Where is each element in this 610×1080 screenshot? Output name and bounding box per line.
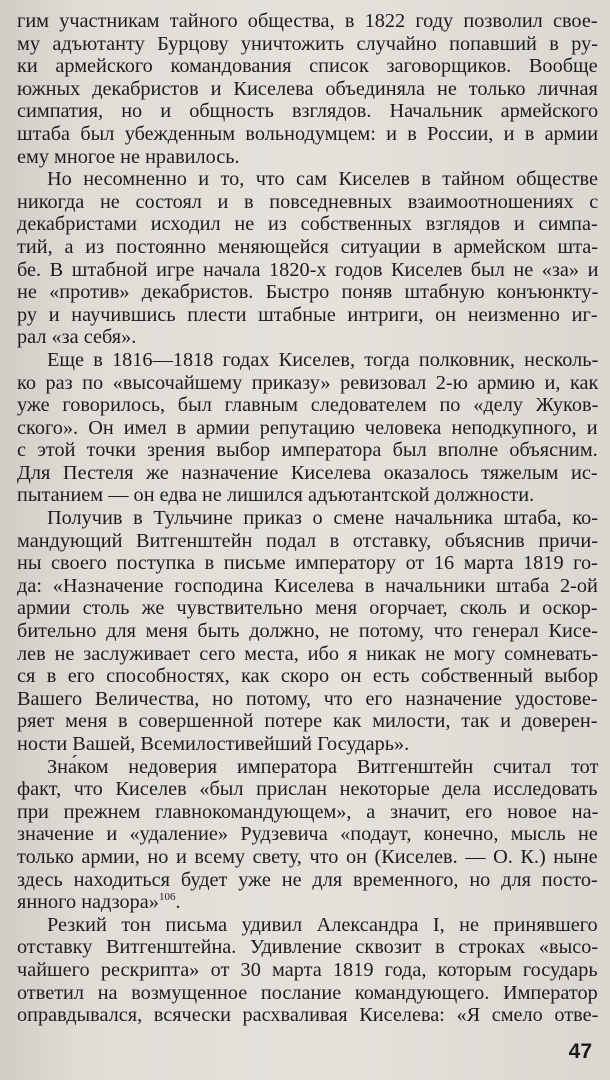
paragraph-2 [17,168,598,349]
paragraph-5 [17,756,598,914]
text-line: ся в его способностях, как скоро он есть собственный выбор [17,665,599,688]
text-line: ко раз по «высочайшему приказу» ревизовал 2-ю армию и, как [17,371,599,394]
text-line: ны своего поступка в письме императору от 16 марта 1819 го- [17,552,598,575]
text-line: да: «Назначение господина Киселева в начальники штаба 2-ой [17,574,598,597]
text-line: ности Вашей, Всемилостивейший Государь». [17,733,410,755]
text-line: Получив в Тульчине приказ о смене начальника штаба, ко- [47,507,599,530]
text-line: ряет меня в совершенной потере как милости, так и доверен- [17,710,598,733]
text-line: Но несомненно и то, что сам Киселев в тайном обществе [47,168,598,191]
text-line: Для Пестеля же назначение Киселева оказалось тяжелым ис- [17,461,598,484]
text-line: ру и научившись плести штабные интриги, он неизменно иг- [17,303,598,326]
paragraph-4 [17,507,598,756]
text-line: бительно для меня быть должно, не потому, что генерал Кисе- [17,620,598,643]
text-line: рал «за себя». [17,326,137,349]
text-line: му адъютанту Бурцову уничтожить случайно попавший в ру- [17,32,598,55]
text-line: при прежнем главнокомандующем», а значит, его новое на- [17,800,599,823]
text-line: Зна́ком недоверия императора Витгенштейн считал тот [47,755,599,778]
text-line: не «против» декабристов. Быстро поняв штабную конъюнкту- [17,281,599,304]
text-line: ему многое не нравилось. [17,145,240,168]
text-line-content: янного надзора» [17,891,159,914]
page-number: 47 [568,1040,592,1063]
paragraph-1 [17,10,598,168]
text-line: Вашего Величества, но потому, что его назначение удостове- [17,687,598,710]
footnote-reference[interactable]: 106 [158,891,176,904]
text-line: значение и «удаление» Рудзевича «подаут, конечно, мысль не [17,823,598,846]
paragraph-6 [17,914,598,1027]
text-line: ответил на возмущенное послание командующего. Император [17,981,598,1004]
text-line [17,891,598,914]
text-line: тий, а из постоянно меняющейся ситуации в армейском шта- [17,235,598,258]
text-line: лев не заслуживает сего места, ибо я никак не могу сомневать- [17,642,599,665]
text-line: никогда не состоял и в повседневных взаимоотношениях с [17,190,599,213]
text-line-suffix: . [175,891,181,914]
text-line: мандующий Витгенштейн подал в отставку, объяснив причи- [17,529,598,552]
text-line: ского». Он имел в армии репутацию человека неподкупного, и [17,416,598,439]
text-line: пытанием — он едва не лишился адъютантской должности. [17,484,535,507]
text-line: штаба был убежденным вольнодумцем: и в России, и в армии [17,122,599,145]
text-line: Еще в 1816—1818 годах Киселев, тогда полковник, несколь- [47,348,599,371]
text-line: чайшего рескрипта» от 30 марта 1819 года, которым государь [17,958,598,981]
page-text [17,10,598,1027]
text-line: с этой точки зрения выбор императора был вполне объясним. [17,439,598,462]
text-line: южных декабристов и Киселева объединяла не только личная [17,77,598,100]
text-line: бе. В штабной игре начала 1820-х годов Киселев был не «за» и [17,258,599,281]
text-line: здесь находиться будет уже не для временного, но для посто- [17,868,598,891]
text-line: ки армейского командования список заговорщиков. Вообще [17,55,598,78]
text-line: факт, что Киселев «был прислан некоторые дела исследовать [17,778,598,801]
text-line: оправдывался, всячески расхваливая Киселева: «Я смело отве- [17,1004,599,1027]
text-line: уже говорилось, был главным следователем по «делу Жуков- [17,394,599,417]
text-line: симпатия, но и общность взглядов. Начальник армейского [17,100,599,123]
paragraph-3 [17,349,598,507]
text-line: гим участникам тайного общества, в 1822 году позволил свое- [17,10,598,32]
text-line: отставку Витгенштейна. Удивление сквозит в строках «высо- [17,936,599,959]
text-line: декабристами исходил не из собственных взглядов и симпа- [17,213,598,236]
text-line: армии столь же чувствительно меня огорчает, сколь и оскор- [17,597,598,620]
text-line: Резкий тон письма удивил Александра I, не принявшего [47,913,598,936]
text-line: только армии, но и всему свету, что он (Киселев. — О. К.) ныне [17,845,598,868]
